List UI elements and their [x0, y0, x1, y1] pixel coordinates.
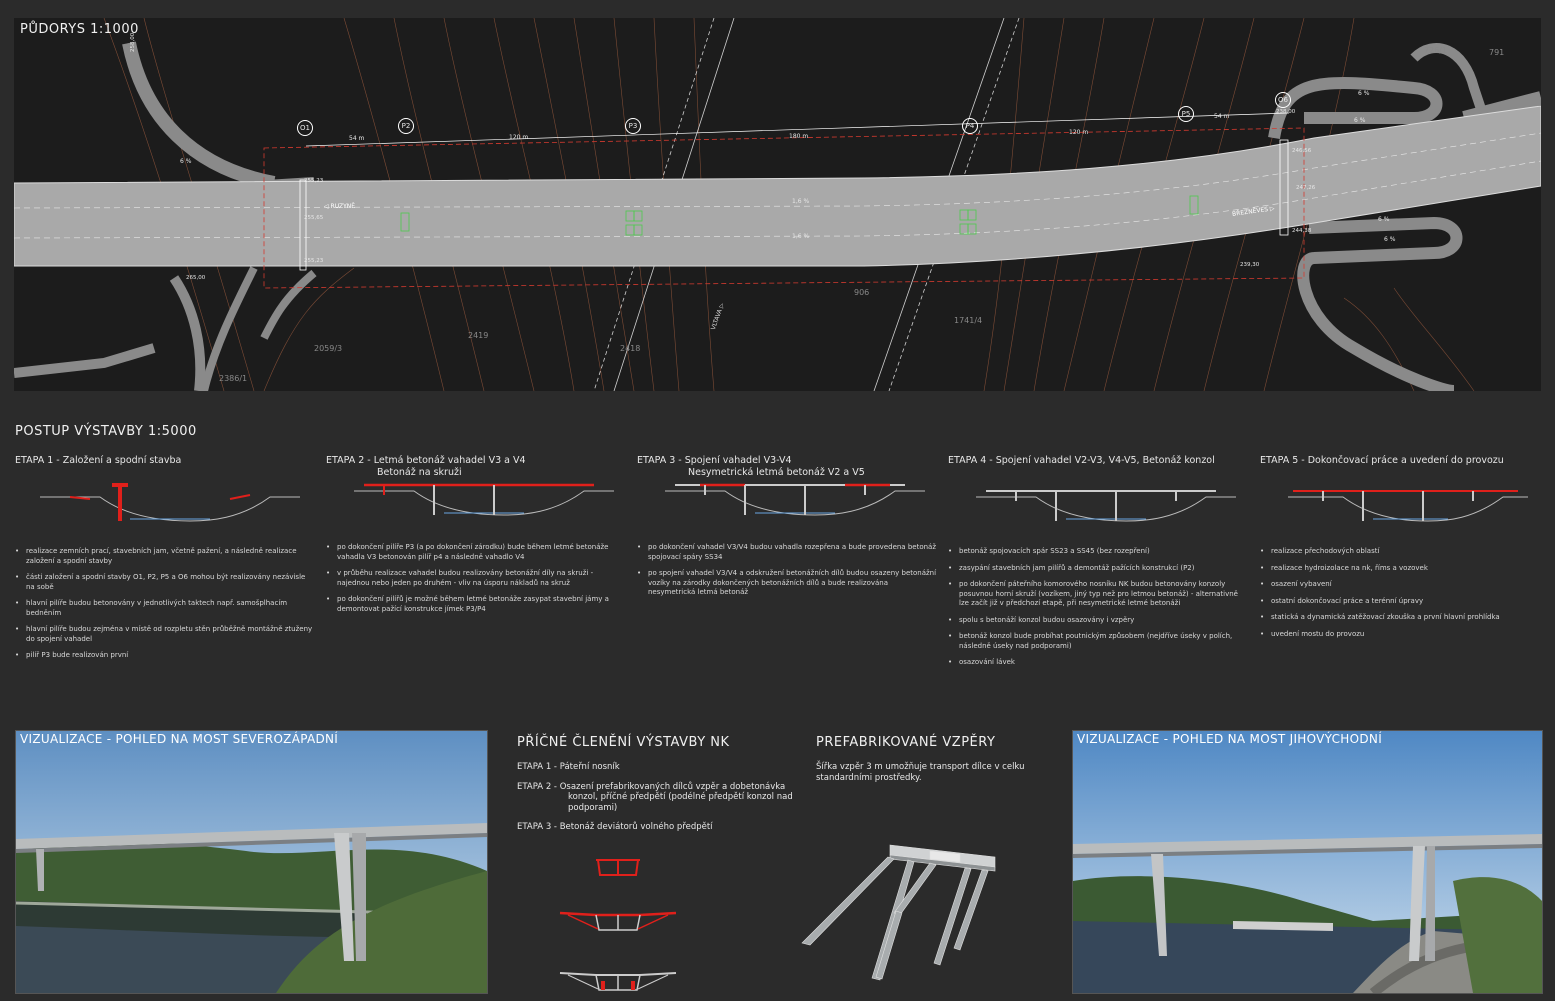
parcel-label: 1741/4 — [954, 316, 983, 325]
span-label: 120 m — [509, 134, 529, 141]
visualization-northwest — [15, 730, 488, 994]
prefab-strut-drawing — [790, 835, 1010, 985]
slope-label: 6 % — [180, 158, 192, 165]
stage-bullet: • po dokončení pilířů je možné během letmé betonáže zasypat stavební jámy a demontovat pažící konstrukce jímek P3/P4 — [326, 595, 626, 614]
plan-title: PŮDORYS 1:1000 — [20, 22, 139, 37]
stage-title: ETAPA 5 - Dokončovací práce a uvedení do provozu — [1260, 455, 1504, 466]
stage-bullet: • hlavní pilíře budou zejména v místě od rozpletu stěn průběžně montážně ztuženy do spojení vahadel — [15, 625, 315, 644]
level-label: 247,26 — [1296, 185, 1316, 191]
slope-label: 6 % — [1384, 236, 1396, 243]
level-label: 255,65 — [304, 215, 324, 221]
prefab-text: Šířka vzpěr 3 m umožňuje transport dílce v celku standardními prostředky. — [816, 762, 1025, 783]
slope-label: 1,6 % — [792, 198, 810, 205]
stage-5-bullets — [1260, 547, 1540, 639]
span-label: 54 m — [1214, 113, 1230, 120]
parcel-label: 791 — [1489, 48, 1505, 57]
visualization-northwest-title: VIZUALIZACE - POHLED NA MOST SEVEROZÁPADNÍ — [20, 732, 339, 746]
visualization-southeast-title: VIZUALIZACE - POHLED NA MOST JIHOVÝCHODNÍ — [1077, 732, 1383, 746]
stage-2-bullets — [326, 543, 626, 614]
stage-bullet: • pilíř P3 bude realizován první — [15, 651, 315, 661]
level-label: 258,00 — [130, 32, 136, 52]
cross-stage: ETAPA 3 - Betonáž deviátorů volného předpětí — [517, 822, 713, 832]
stage-bullet: • osazení vybavení — [1260, 580, 1540, 590]
level-label: 265,00 — [186, 275, 206, 281]
stage-3 — [637, 455, 937, 605]
stage-bullet: • hlavní pilíře budou betonovány v jednotlivých taktech např. samošplhacím bedněním — [15, 599, 315, 618]
stage-title: ETAPA 2 - Letmá betonáž vahadel V3 a V4 — [326, 455, 526, 466]
pier-marker-o1: O1 — [297, 120, 313, 136]
stage-subtitle: Nesymetrická letmá betonáž V2 a V5 — [688, 467, 865, 478]
stage-4 — [948, 455, 1248, 675]
span-label: 180 m — [789, 133, 809, 140]
stage-bullet: • v průběhu realizace vahadel budou realizovány betonážní díly na skruži - najednou nebo jeden po druhém - vliv na úsporu nákladů na skruž — [326, 569, 626, 588]
parcel-label: 906 — [854, 288, 870, 297]
stage-1-bullets — [15, 547, 315, 661]
stage-5-sketch — [1288, 479, 1528, 529]
parcel-label: 2419 — [468, 331, 489, 340]
stage-2-sketch — [354, 481, 614, 521]
stage-bullet: • po dokončení pilíře P3 (a po dokončení zárodku) bude během letmé betonáže vahadla V3 betonován pilíř p4 a následně vahadlo V4 — [326, 543, 626, 562]
cross-section-list — [517, 762, 802, 842]
level-label: 255,23 — [304, 258, 324, 264]
level-label: 246,56 — [1292, 148, 1312, 154]
level-label: 255,23 — [304, 178, 324, 184]
cross-stage: ETAPA 2 - Osazení prefabrikovaných dílců vzpěr a dobetonávka konzol, příčné předpětí (podélné předpětí konzol nad podporami) — [517, 781, 793, 813]
pier-marker-p4: P4 — [962, 118, 978, 134]
visualization-southeast-image — [1073, 731, 1542, 993]
cross-stage-2-sketch — [560, 913, 676, 930]
stage-subtitle: Betonáž na skruži — [377, 467, 462, 478]
stage-bullet: • po spojení vahadel V3/V4 a odskružení betonážních dílů budou osazeny betonážní vozíky na zárodky dokončených betonážních dílů a bude realizována nesymetrická letmá betonáž — [637, 569, 937, 598]
cross-section-sketches — [558, 855, 698, 995]
cross-stage-1-sketch — [596, 860, 640, 875]
stage-title: ETAPA 1 - Založení a spodní stavba — [15, 455, 182, 466]
stage-bullet: • ostatní dokončovací práce a terénní úpravy — [1260, 597, 1540, 607]
stage-bullet: • realizace zemních prací, stavebních jam, včetně pažení, a následně realizace založení a spodní stavby — [15, 547, 315, 566]
stage-bullet: • spolu s betonáží konzol budou osazovány i vzpěry — [948, 616, 1248, 626]
pier-marker-o6: O6 — [1275, 92, 1291, 108]
stage-bullet: • osazování lávek — [948, 658, 1248, 668]
place-brezneves: BŘEZNĚVES ▷ — [1231, 205, 1275, 218]
stage-bullet: • zasypání stavebních jam pilířů a demontáž pažících konstrukcí (P2) — [948, 564, 1248, 574]
parcel-label: 2386/1 — [219, 374, 248, 383]
slope-label: 1,6 % — [792, 233, 810, 240]
stage-5 — [1260, 455, 1540, 646]
stage-1 — [15, 455, 315, 668]
dimension-line — [306, 113, 1289, 146]
stage-2 — [326, 455, 626, 621]
stage-title: ETAPA 4 - Spojení vahadel V2-V3, V4-V5, Betonáž konzol — [948, 455, 1215, 466]
stage-bullet: • statická a dynamická zatěžovací zkouška a první hlavní prohlídka — [1260, 613, 1540, 623]
place-vltava: VLTAVA ▷ — [709, 302, 727, 331]
visualization-northwest-image — [16, 731, 487, 993]
cross-section-title: PŘÍČNÉ ČLENĚNÍ VÝSTAVBY NK — [517, 735, 730, 750]
stage-1-sketch — [40, 479, 300, 529]
level-label: 238,00 — [1276, 109, 1296, 115]
stage-3-sketch — [665, 481, 925, 521]
parcel-label: 2418 — [620, 344, 641, 353]
stage-3-bullets — [637, 543, 937, 598]
parcel-label: 726/1 — [1424, 46, 1448, 55]
pier-marker-p5: P5 — [1178, 106, 1194, 122]
span-label: 120 m — [1069, 129, 1089, 136]
visualization-southeast — [1072, 730, 1543, 994]
slope-label: 6 % — [1358, 90, 1370, 97]
stage-bullet: • části založení a spodní stavby O1, P2, P5 a O6 mohou být realizovány nezávisle na sobě — [15, 573, 315, 592]
slope-label: 6 % — [1378, 216, 1390, 223]
stage-title: ETAPA 3 - Spojení vahadel V3-V4 — [637, 455, 792, 466]
cross-stage-3-sketch — [560, 973, 676, 990]
stage-4-sketch — [976, 479, 1236, 529]
place-ruzyne: ◁ RUZYNĚ — [324, 203, 356, 210]
plan-drawing — [14, 18, 1541, 391]
prefab-title: PREFABRIKOVANÉ VZPĚRY — [816, 735, 996, 750]
stage-bullet: • realizace přechodových oblastí — [1260, 547, 1540, 557]
stage-4-bullets — [948, 547, 1248, 668]
stage-bullet: • uvedení mostu do provozu — [1260, 630, 1540, 640]
plan-panel — [14, 18, 1541, 391]
stage-bullet: • betonáž konzol bude probíhat poutnickým způsobem (nejdříve úseky v polích, následně úseky nad podporami) — [948, 632, 1248, 651]
span-label: 54 m — [349, 135, 365, 142]
stage-bullet: • betonáž spojovacích spár SS23 a SS45 (bez rozepření) — [948, 547, 1248, 557]
slope-label: 6 % — [1354, 117, 1366, 124]
construction-title: POSTUP VÝSTAVBY 1:5000 — [15, 424, 197, 439]
level-label: 244,38 — [1292, 228, 1312, 234]
cross-stage: ETAPA 1 - Páteřní nosník — [517, 762, 620, 772]
stage-bullet: • po dokončení vahadel V3/V4 budou vahadla rozepřena a bude provedena betonáž spojovací spáry SS34 — [637, 543, 937, 562]
pier-marker-p2: P2 — [398, 118, 414, 134]
pier-marker-p3: P3 — [625, 118, 641, 134]
level-label: 239,30 — [1240, 262, 1260, 268]
parcel-label: 2059/3 — [314, 344, 343, 353]
stage-bullet: • realizace hydroizolace na nk, říms a vozovek — [1260, 564, 1540, 574]
stage-bullet: • po dokončení páteřního komorového nosníku NK budou betonovány konzoly posuvnou horní skruží (vozíkem, jiný typ než pro letmou betonáž) - alternativně lze začít již v předchozí etapě, při nesymetrické letmé betonáži — [948, 580, 1248, 609]
